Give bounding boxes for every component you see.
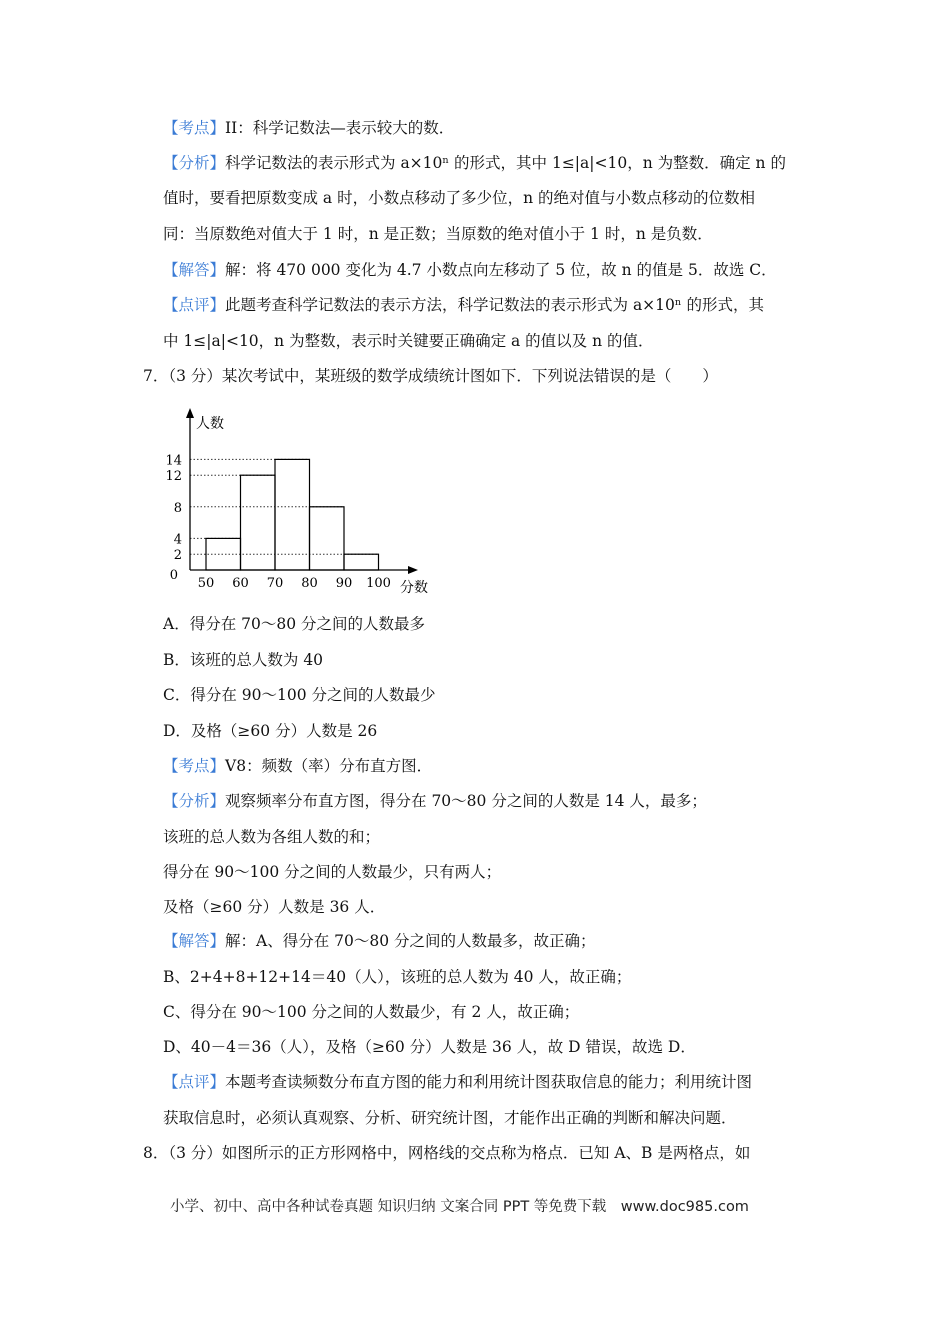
page-footer: 小学、初中、高中各种试卷真题 知识归纳 文案合同 PPT 等免费下载 www.doc985.com (170, 1199, 749, 1215)
y-tick-label: 0 (169, 568, 178, 583)
section-tag: 【考点】 (163, 757, 226, 775)
text-line: 【考点】V8：频数（率）分布直方图． (163, 757, 433, 775)
histogram-bar (241, 475, 276, 570)
option-d: D．及格（≥60 分）人数是 26 (163, 722, 378, 740)
text-line: 【分析】观察频率分布直方图，得分在 70～80 分之间的人数是 14 人，最多； (163, 792, 707, 810)
text-line: 同：当原数绝对值大于 1 时，n 是正数；当原数的绝对值小于 1 时，n 是负数． (163, 225, 713, 243)
x-tick-label: 60 (232, 576, 249, 591)
section-tag: 【分析】 (163, 154, 226, 172)
y-tick-label: 12 (165, 469, 182, 485)
text-line: 值时，要看把原数变成 a 时，小数点移动了多少位，n 的绝对值与小数点移动的位数相 (163, 189, 756, 207)
section-tag: 【点评】 (163, 296, 226, 314)
x-tick-label: 100 (366, 576, 391, 591)
x-tick-label: 50 (197, 576, 215, 591)
text-line: 及格（≥60 分）人数是 36 人． (163, 898, 386, 916)
text-line: B、2+4+8+12+14＝40（人），该班的总人数为 40 人，故正确； (163, 968, 632, 986)
option-b: B．该班的总人数为 40 (163, 651, 324, 669)
section-tag: 【解答】 (163, 261, 226, 279)
text-line: C、得分在 90～100 分之间的人数最少，有 2 人，故正确； (163, 1003, 580, 1021)
histogram-bar (344, 554, 379, 570)
section-tag: 【解答】 (163, 932, 226, 950)
text-line: D、40－4＝36（人），及格（≥60 分）人数是 36 人，故 D 错误，故选 D． (163, 1038, 696, 1056)
text-line: 【分析】科学记数法的表示形式为 a×10ⁿ 的形式，其中 1≤|a|<10，n 为整数．确定 n 的 (163, 154, 786, 172)
text-line: 【解答】解：A、得分在 70～80 分之间的人数最多，故正确； (163, 932, 596, 950)
section-tag: 【点评】 (163, 1073, 226, 1091)
section-tag: 【分析】 (163, 792, 226, 810)
question-8-stem: 8．（3 分）如图所示的正方形网格中，网格线的交点称为格点．已知 A、B 是两格点，如 (143, 1144, 751, 1162)
option-c: C．得分在 90～100 分之间的人数最少 (163, 686, 436, 704)
section-tag: 【考点】 (163, 119, 226, 137)
text-line: 【解答】解：将 470 000 变化为 4.7 小数点向左移动了 5 位，故 n 的值是 5．故选 C． (163, 261, 777, 279)
x-axis-label: 分数 (400, 580, 428, 596)
y-tick-label: 4 (173, 532, 182, 548)
y-tick-label: 8 (173, 500, 182, 516)
option-a: A．得分在 70～80 分之间的人数最多 (163, 615, 425, 633)
question-7-stem: 7．（3 分）某次考试中，某班级的数学成绩统计图如下．下列说法错误的是（ ） (143, 367, 718, 385)
text-line: 得分在 90～100 分之间的人数最少，只有两人； (163, 863, 502, 881)
y-axis-arrow (186, 408, 194, 418)
x-axis-arrow (408, 566, 418, 574)
y-tick-label: 14 (165, 453, 182, 469)
text-line: 【点评】本题考查读频数分布直方图的能力和利用统计图获取信息的能力；利用统计图 (163, 1073, 753, 1091)
text-line: 获取信息时，必须认真观察、分析、研究统计图，才能作出正确的判断和解决问题． (163, 1109, 737, 1127)
text-line: 该班的总人数为各组人数的和； (163, 828, 381, 846)
x-tick-label: 90 (335, 576, 353, 591)
text-line: 中 1≤|a|<10，n 为整数，表示时关键要正确确定 a 的值以及 n 的值． (163, 332, 654, 350)
histogram-chart (160, 404, 450, 599)
x-tick-label: 80 (301, 576, 318, 591)
x-tick-label: 70 (266, 576, 284, 591)
y-axis-label: 人数 (196, 416, 224, 432)
text-line: 【考点】II：科学记数法—表示较大的数． (163, 119, 455, 137)
text-line: 【点评】此题考查科学记数法的表示方法，科学记数法的表示形式为 a×10ⁿ 的形式，其 (163, 296, 765, 314)
histogram-bar (275, 459, 310, 570)
y-tick-label: 2 (173, 548, 182, 564)
histogram-bar (310, 507, 345, 570)
